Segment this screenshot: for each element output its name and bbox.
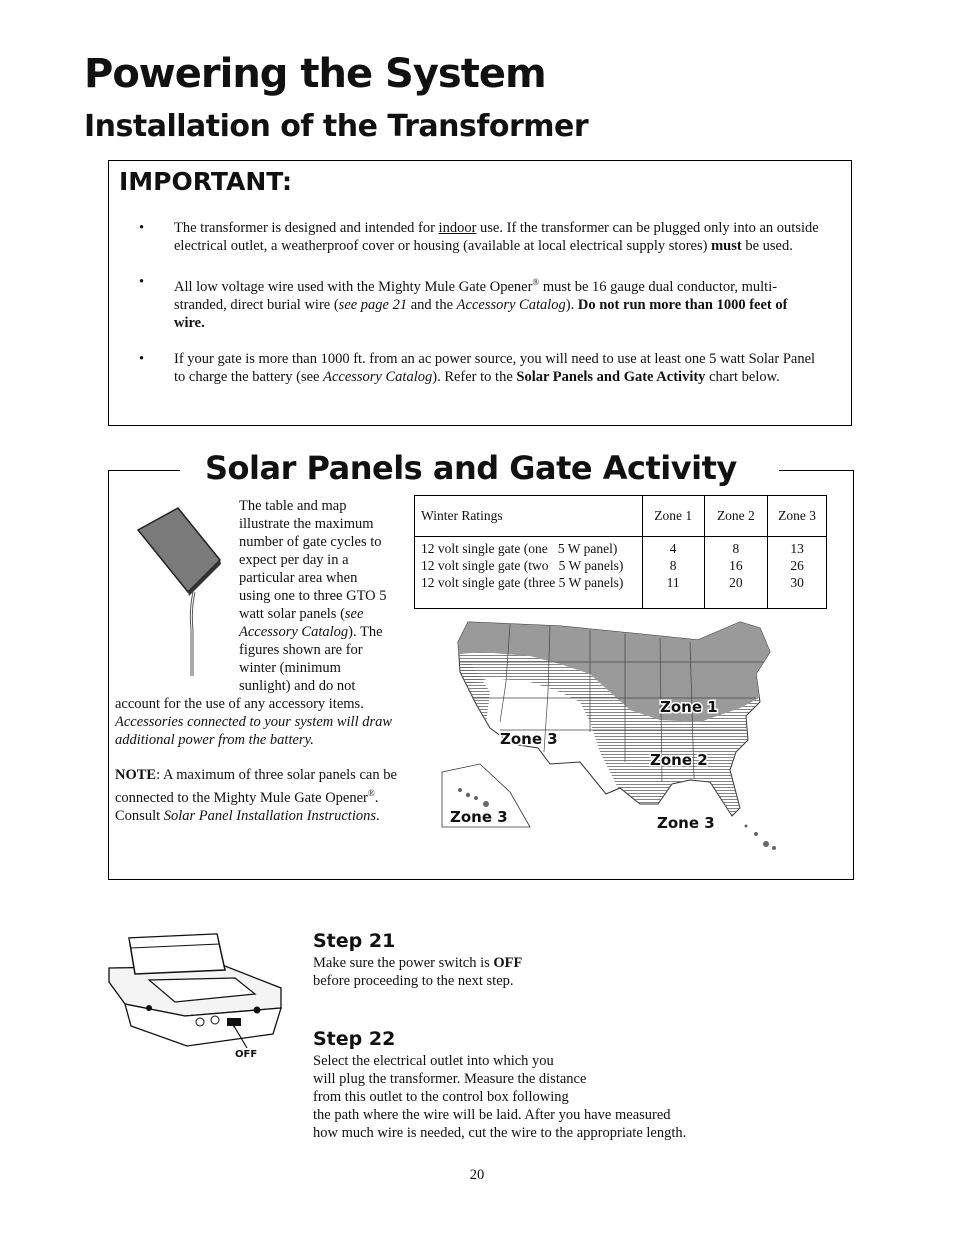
text: will plug the transformer. Measure the distance: [313, 1071, 587, 1087]
solar-heading: Solar Panels and Gate Activity: [205, 449, 737, 487]
text: how much wire is needed, cut the wire to the appropriate length.: [313, 1125, 687, 1141]
row-label: 12 volt single gate (two 5 W panels): [421, 558, 624, 573]
table-header-row: [415, 496, 827, 537]
step-22-text: [313, 1052, 686, 1142]
table-cell: [415, 537, 643, 609]
step-21-text: [313, 954, 522, 990]
text-italic: Accessory Catalog: [323, 368, 433, 385]
text-italic: Solar Panel Installation Instructions: [163, 807, 377, 824]
cell-value: 26: [790, 558, 804, 573]
text-italic: see Accessory Catalog: [239, 606, 364, 640]
table-cell: [704, 537, 768, 609]
text-bold: Do not run more than 1000 feet of wire.: [174, 296, 788, 331]
important-heading: IMPORTANT:: [119, 167, 292, 196]
solar-description-cont: [115, 695, 400, 749]
text: use. If the transformer can be plugged only into an outside electrical outlet, a weatherproof cover or housing (available at local electrical supply stores): [174, 220, 819, 254]
cell-value: 16: [729, 558, 743, 573]
text: If your gate is more than 1000 ft. from an ac power source, you will need to use at least one 5 watt Solar Panel to charge the battery (see: [174, 350, 816, 385]
solar-panel-illustration: [128, 500, 228, 680]
table-cell: [642, 537, 704, 609]
text-italic: Accessory Catalog: [456, 296, 566, 313]
us-zone-map: [440, 612, 790, 862]
row-label: 12 volt single gate (three 5 W panels): [421, 575, 624, 590]
list-item: [139, 273, 819, 332]
text-underline: indoor: [438, 220, 477, 236]
step-22-title: Step 22: [313, 1028, 396, 1050]
cell-value: 20: [729, 575, 743, 590]
column-header: Zone 3: [768, 496, 827, 537]
registered-mark: ®: [532, 277, 540, 287]
bullet: •: [139, 350, 145, 367]
text: and the: [407, 296, 457, 313]
text: account for the use of any accessory items.: [115, 696, 364, 712]
step-21: [313, 930, 522, 990]
text: Select the electrical outlet into which you: [313, 1053, 554, 1069]
cell-value: 4: [669, 541, 677, 556]
step-21-title: Step 21: [313, 930, 396, 952]
page-title: Powering the System: [84, 51, 546, 97]
text: Make sure the power switch is: [313, 955, 494, 971]
column-header: Winter Ratings: [415, 496, 643, 537]
bullet: •: [139, 274, 145, 290]
text: ).: [565, 296, 578, 313]
cell-value: 11: [666, 575, 680, 590]
text: ). The figures shown are for winter (minimum sunlight) and do not: [239, 624, 383, 694]
cell-value: 8: [732, 541, 740, 556]
zone-1-label: Zone 1: [660, 698, 718, 716]
text-italic: Accessories connected to your system will draw additional power from the battery.: [115, 714, 393, 748]
important-list: [139, 219, 819, 404]
step-22: [313, 1028, 686, 1142]
text: All low voltage wire used with the Mighty Mule Gate Opener: [174, 278, 533, 295]
text-bold: NOTE: [115, 767, 157, 783]
list-item: [139, 219, 819, 255]
text: .: [376, 807, 380, 824]
text: be used.: [741, 238, 793, 254]
zone-3-south-label: Zone 3: [657, 814, 715, 832]
text-bold: must: [711, 238, 742, 254]
cell-value: 30: [790, 575, 804, 590]
zone-2-label: Zone 2: [650, 751, 708, 769]
list-item: [139, 350, 819, 386]
column-header: Zone 1: [642, 496, 704, 537]
table-row: [415, 537, 827, 609]
bullet: •: [139, 220, 145, 236]
page-number: 20: [469, 1167, 485, 1183]
text-bold: OFF: [493, 955, 523, 971]
text: ). Refer to the: [432, 368, 517, 385]
text: . Consult: [115, 789, 379, 824]
solar-note: [115, 766, 400, 825]
cell-value: 13: [790, 541, 804, 556]
text-bold: Solar Panels and Gate Activity: [516, 368, 706, 385]
text: The table and map illustrate the maximum number of gate cycles to expect per day in a particular area when using one to three GTO 5 watt solar panels (: [239, 498, 387, 622]
page-subtitle: Installation of the Transformer: [84, 109, 589, 144]
zone-3-west-label: Zone 3: [500, 730, 558, 748]
winter-ratings-table: [414, 495, 827, 609]
table-cell: [768, 537, 827, 609]
text-italic: see page 21: [338, 296, 408, 313]
zone-3-hawaii-label: Zone 3: [450, 808, 508, 826]
text: chart below.: [705, 368, 780, 385]
registered-mark: ®: [367, 788, 375, 798]
text: The transformer is designed and intended for: [174, 220, 439, 236]
control-box-illustration: [105, 930, 285, 1070]
text: must be 16 gauge dual conductor, multi-stranded, direct burial wire (: [174, 278, 778, 313]
off-label: OFF: [235, 1049, 258, 1060]
text: before proceeding to the next step.: [313, 973, 514, 989]
text: the path where the wire will be laid. After you have measured: [313, 1107, 671, 1123]
cell-value: 8: [669, 558, 677, 573]
text: : A maximum of three solar panels can be connected to the Mighty Mule Gate Opener: [115, 767, 397, 806]
solar-description: [239, 497, 391, 695]
text: from this outlet to the control box following: [313, 1089, 569, 1105]
row-label: 12 volt single gate (one 5 W panel): [421, 541, 618, 556]
important-box: [108, 160, 852, 426]
column-header: Zone 2: [704, 496, 768, 537]
